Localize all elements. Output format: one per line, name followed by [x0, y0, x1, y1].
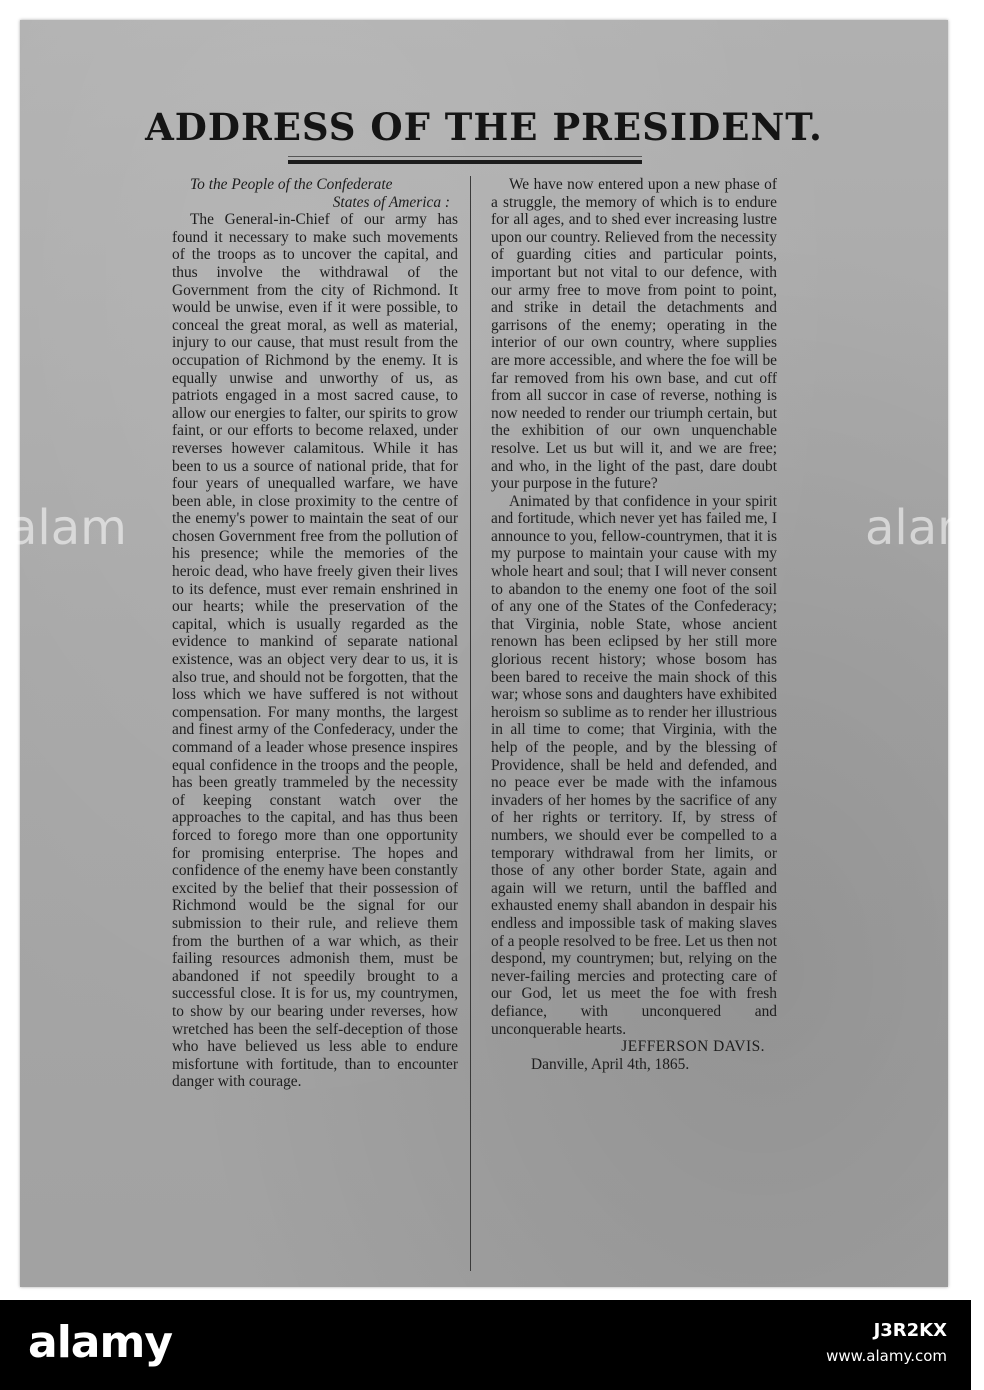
- right-paragraph-1: We have now entered upon a new phase of a struggle, the memory of which is to endure for all ages, and to shed ever increasing lustre upon our country. Relieved from the necessity of guarding cities and particular points, important but not vital to our defence, with our army free to move from point to point, and strike in detail the detachments and garrisons of the enemy; operating in the interior of our own country, where supplies are more accessible, and where the foe will be far removed from his own base, and cut off from all succor in case of reverse, nothing is now needed to render our triumph certain, but the exhibition of our own unquenchable resolve. Let us but will it, and we are free; and who, in the light of the past, dare doubt your purpose in the future?: [491, 176, 777, 493]
- salutation-line-2: States of America :: [332, 193, 450, 211]
- alamy-logo: alamy: [28, 1317, 172, 1368]
- salutation: [172, 176, 458, 211]
- left-column: [172, 176, 458, 1091]
- right-column: [491, 176, 777, 1073]
- title-rule-thin: [288, 156, 642, 157]
- signature: JEFFERSON DAVIS.: [621, 1038, 765, 1056]
- left-paragraph: The General-in-Chief of our army has found it necessary to make such movements of the troops as to uncover the capital, and thus involve the withdrawal of the Government from the city of Richmond. It would be unwise, even if it were possible, to conceal the great moral, as well as material, injury to our cause, that must result from the occupation of Richmond by the enemy. It is equally unwise and unworthy of us, as patriots engaged in a most sacred cause, to allow our energies to falter, our spirits to grow faint, or our efforts to become relaxed, under reverses however calamitous. While it has been to us a source of national pride, that for four years of unequalled warfare, we have been able, in close proximity to the centre of the enemy's power to maintain the seat of our chosen Government free from the pollution of his presence; while the memories of the heroic dead, who have freely given their lives to its defence, must ever remain enshrined in our hearts; while the preservation of the capital, which is usually regarded as the evidence to mankind of separate national existence, was an object very dear to us, it is also true, and should not be forgotten, that the loss which we have suffered is not without compensation. For many months, the largest and finest army of the Confederacy, under the command of a leader whose presence inspires equal confidence in the troops and the people, has been greatly trammeled by the necessity of keeping constant watch over the approaches to the capital, and has thus been forced to forego more than one opportunity for promising enterprise. The hopes and confidence of the enemy have been constantly excited by the belief that their possession of Richmond would be the signal for our submission to their rule, and relieve them from the burthen of a war which, as their failing resources admonish them, must be abandoned if not speedily brought to a successful close. It is for us, my countrymen, to show by our bearing under reverses, how wretched has been the self-deception of those who have believed us less able to endure misfortune with fortitude, than to encounter danger with courage.: [172, 211, 458, 1091]
- column-divider: [470, 176, 471, 1271]
- broadside-page: [8, 20, 984, 1287]
- title-rule: [288, 160, 642, 164]
- dateline: Danville, April 4th, 1865.: [531, 1055, 690, 1073]
- stock-meta: [826, 1320, 947, 1365]
- image-id: J3R2KX: [873, 1320, 947, 1341]
- salutation-line-1: To the People of the Confederate: [190, 176, 393, 193]
- watermark-right: alam: [865, 500, 984, 556]
- watermark-left: alam: [8, 500, 127, 556]
- right-paragraph-2: Animated by that confidence in your spirit and fortitude, which never yet has failed me, I announce to you, fellow-countrymen, that it is my purpose to maintain your cause with my whole heart and soul; that I will never consent to abandon to the enemy one foot of the soil of any one of the States of the Confederacy; that Virginia, noble State, whose ancient renown has been eclipsed by her still more glorious recent history; whose bosom has been bared to receive the main shock of this war; whose sons and daughters have exhibited heroism so sublime as to render her illustrious in all time to come; that Virginia, with the help of the people, and by the blessing of Providence, shall be held and defended, and no peace ever be made with the infamous invaders of her homes by the sacrifice of any of her rights or territory. If, by stress of numbers, we should ever be compelled to a temporary withdrawal from her limits, or those of any other border State, again and again will we return, until the baffled and exhausted enemy shall abandon in despair his endless and impossible task of making slaves of a people resolved to be free. Let us then not despond, my countrymen; but, relying on the never-failing mercies and protecting care of our God, let us meet the foe with fresh defiance, with unconquered and unconquerable hearts.: [491, 492, 777, 1038]
- stock-url: www.alamy.com: [826, 1347, 947, 1365]
- document-title: ADDRESS OF THE PRESIDENT.: [145, 105, 823, 149]
